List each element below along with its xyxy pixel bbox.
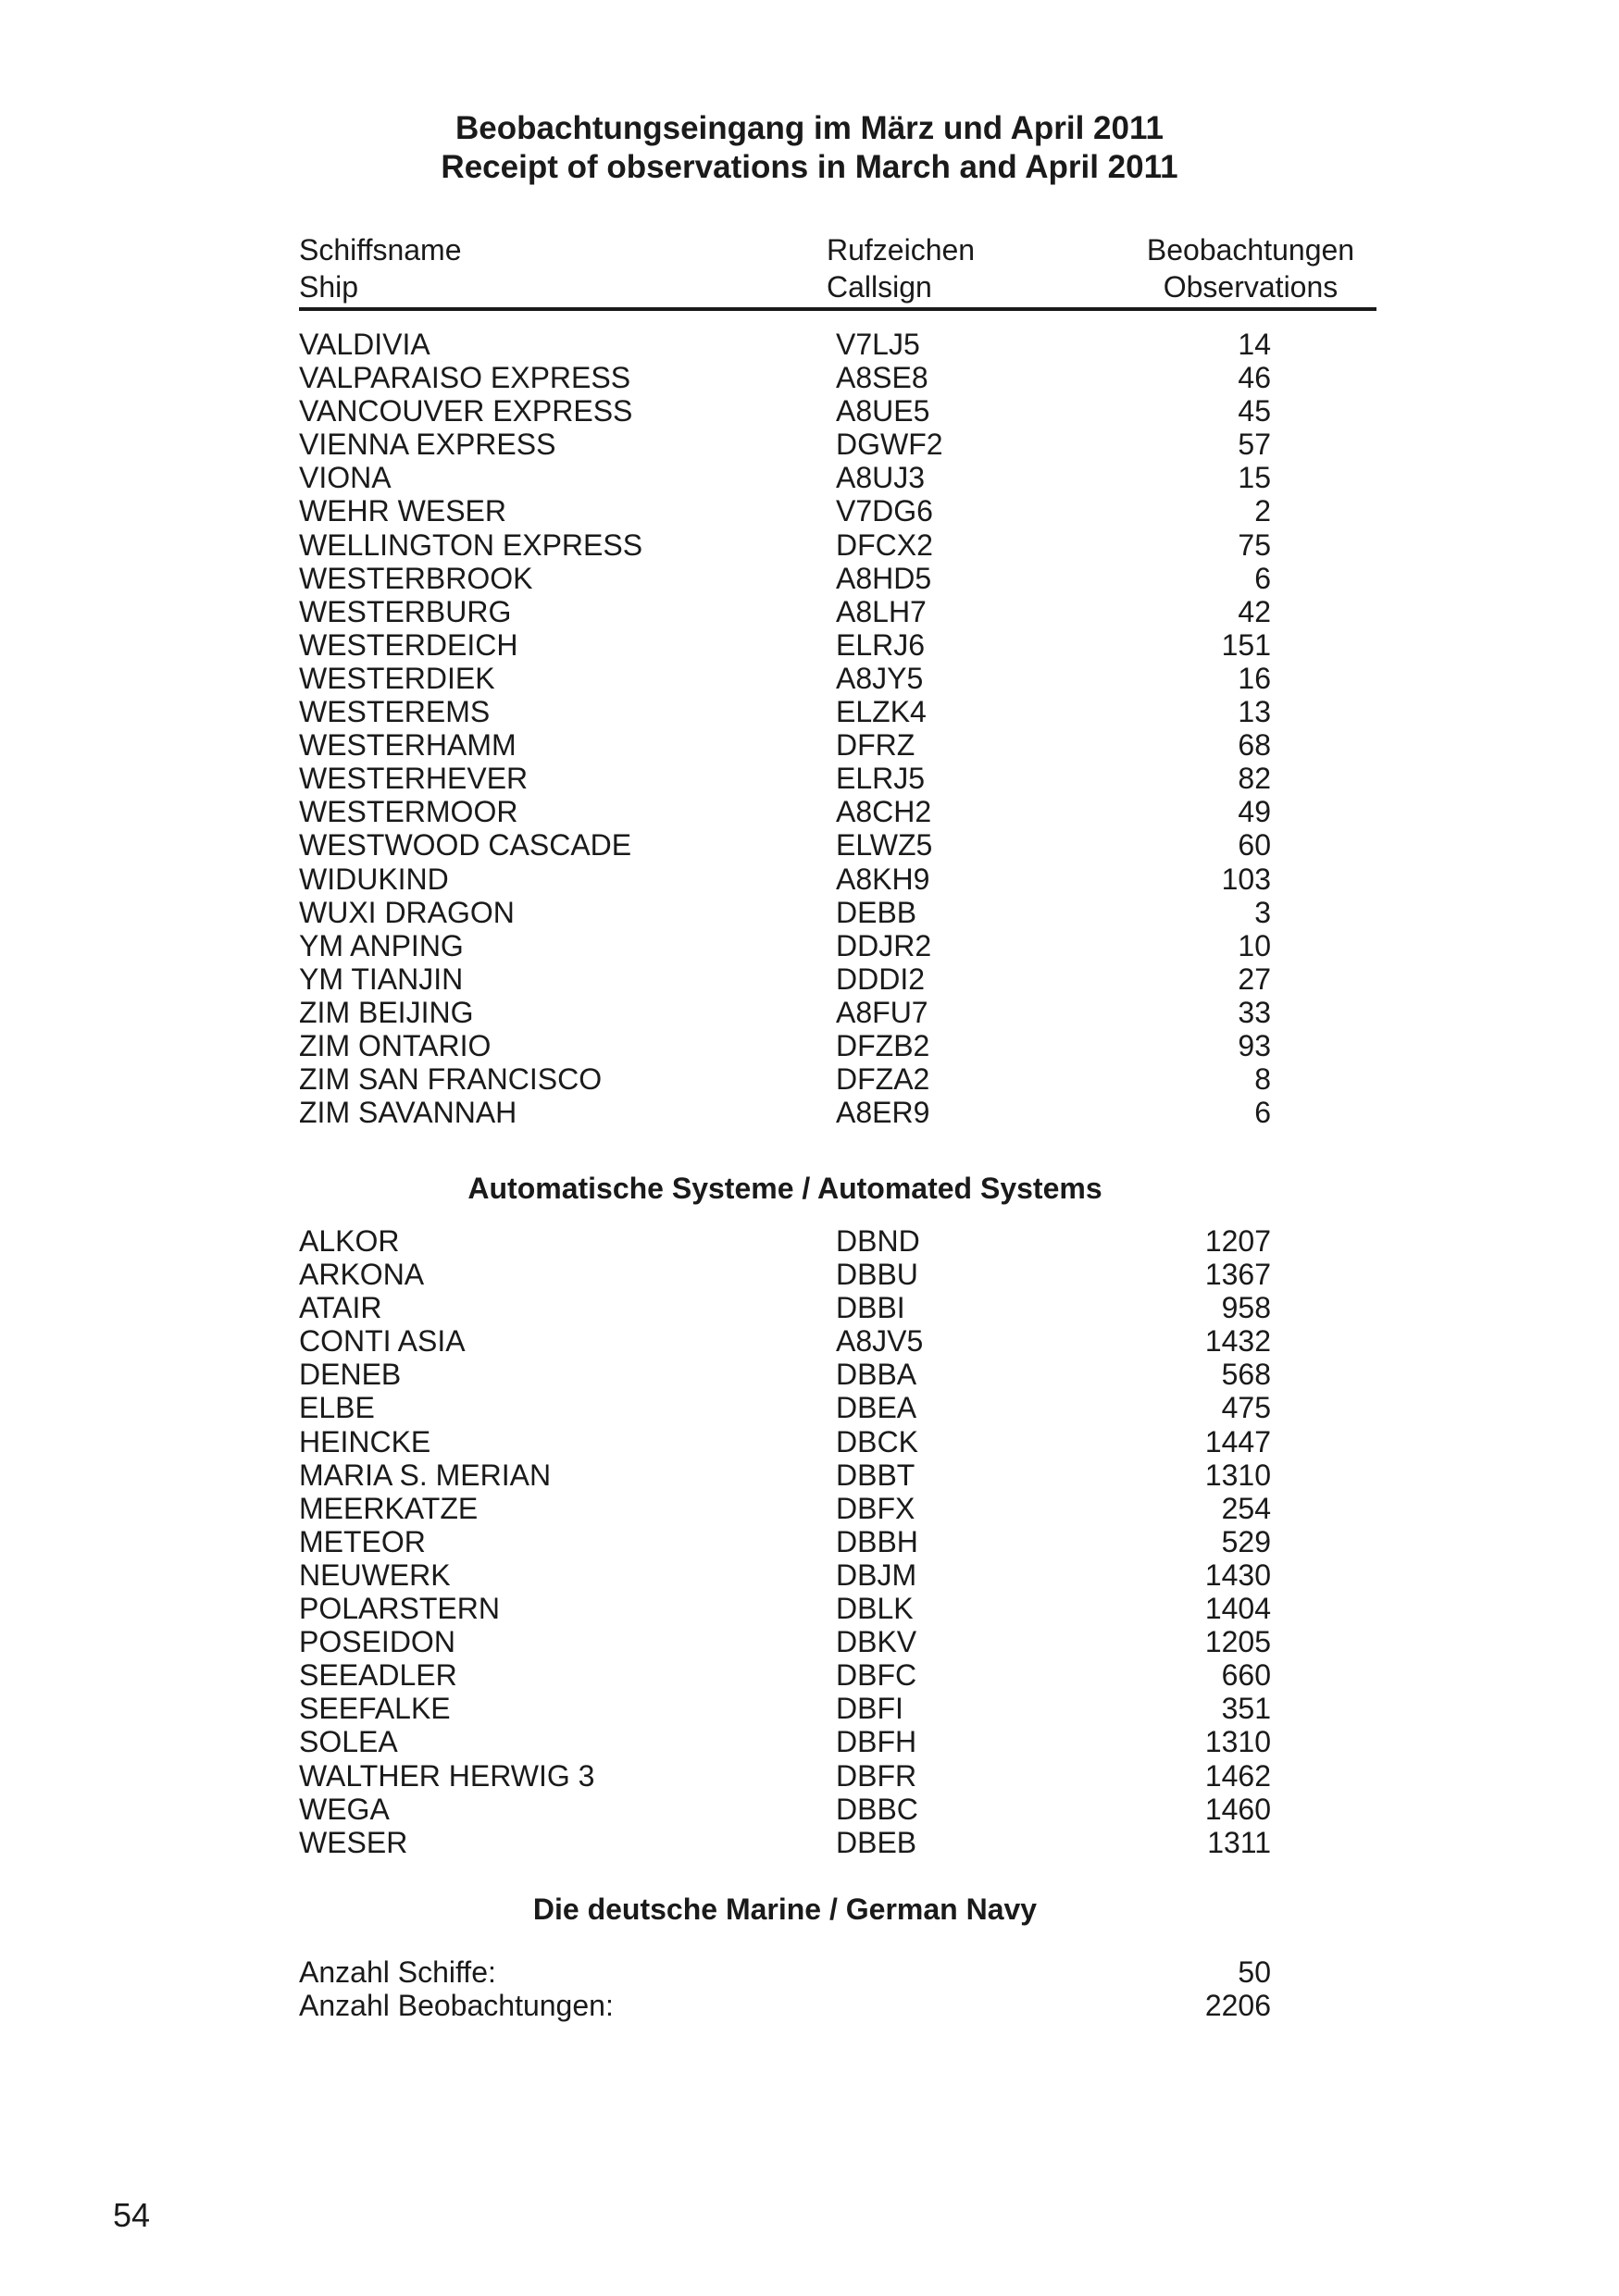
ship-name: ATAIR (299, 1291, 382, 1325)
page-number: 54 (113, 2196, 151, 2234)
observation-count: 68 (1238, 728, 1271, 763)
callsign: DBBT (836, 1458, 915, 1492)
callsign: DFCX2 (836, 527, 933, 562)
ship-name: ZIM SAN FRANCISCO (299, 1062, 603, 1097)
table-row (299, 1291, 1271, 1324)
navy-ships-count-row (299, 1955, 1271, 1989)
column-header-observations-en: Observations (1163, 270, 1339, 304)
callsign: A8JY5 (836, 661, 924, 695)
table-row (299, 1391, 1271, 1424)
callsign: DBJM (836, 1558, 917, 1592)
callsign: DDJR2 (836, 928, 932, 962)
ship-name: WESTERDEICH (299, 627, 518, 662)
observation-count: 82 (1238, 762, 1271, 796)
callsign: ELWZ5 (836, 828, 933, 863)
observation-count: 46 (1238, 361, 1271, 395)
table-row (299, 394, 1271, 428)
ship-name: VIONA (299, 461, 392, 495)
observation-count: 1311 (1207, 1825, 1271, 1859)
callsign: A8ER9 (836, 1096, 930, 1130)
observation-count: 1404 (1204, 1592, 1271, 1626)
ship-name: POSEIDON (299, 1625, 455, 1659)
observation-count: 1430 (1204, 1558, 1271, 1592)
callsign: DBBA (836, 1358, 917, 1392)
observation-count: 529 (1221, 1524, 1271, 1558)
table-row (299, 1558, 1271, 1592)
table-row (299, 528, 1271, 562)
observation-count: 1310 (1204, 1725, 1271, 1759)
table-row (299, 628, 1271, 662)
observation-count: 958 (1221, 1291, 1271, 1325)
ship-name: WIDUKIND (299, 862, 449, 896)
table-row (299, 762, 1271, 795)
observation-count: 93 (1238, 1028, 1271, 1062)
table-row (299, 896, 1271, 929)
observation-count: 1367 (1204, 1258, 1271, 1292)
callsign: DBFI (836, 1692, 903, 1726)
ship-name: ZIM SAVANNAH (299, 1096, 517, 1130)
observation-count: 1462 (1204, 1758, 1271, 1793)
callsign: DBCK (836, 1424, 918, 1458)
callsign: A8CH2 (836, 795, 932, 829)
ship-name: MARIA S. MERIAN (299, 1458, 552, 1492)
ship-name: HEINCKE (299, 1424, 431, 1458)
navy-observations-label: Anzahl Beobachtungen: (299, 1989, 614, 2023)
observation-count: 1205 (1204, 1625, 1271, 1659)
callsign: DBLK (836, 1592, 914, 1626)
callsign: DFZA2 (836, 1062, 930, 1097)
callsign: DBFC (836, 1658, 917, 1693)
ship-name: DENEB (299, 1358, 402, 1392)
callsign: DBBH (836, 1524, 918, 1558)
observation-count: 33 (1238, 995, 1271, 1029)
ship-name: WESTERMOOR (299, 795, 518, 829)
ship-name: WESTEREMS (299, 695, 491, 729)
ship-name: WEHR WESER (299, 494, 506, 528)
observation-count: 49 (1238, 795, 1271, 829)
ship-name: VALPARAISO EXPRESS (299, 361, 631, 395)
ship-name: WESTERHAMM (299, 728, 517, 763)
table-row (299, 1062, 1271, 1096)
table-row (299, 1425, 1271, 1458)
observation-count: 475 (1221, 1391, 1271, 1425)
observation-count: 45 (1238, 394, 1271, 428)
ship-name: VIENNA EXPRESS (299, 428, 556, 462)
observation-count: 8 (1254, 1062, 1271, 1097)
callsign: DBEB (836, 1825, 917, 1859)
observation-count: 2 (1254, 494, 1271, 528)
german-navy-heading: Die deutsche Marine / German Navy (532, 1893, 1038, 1926)
automated-systems-table (299, 1224, 1271, 1859)
observation-count: 42 (1238, 594, 1271, 628)
table-row (299, 1324, 1271, 1358)
table-row (299, 562, 1271, 595)
callsign: V7DG6 (836, 494, 933, 528)
callsign: DBBU (836, 1258, 918, 1292)
ship-name: CONTI ASIA (299, 1324, 466, 1359)
table-row (299, 1258, 1271, 1291)
ship-name: YM ANPING (299, 928, 464, 962)
table-row (299, 695, 1271, 728)
column-header-callsign-de: Rufzeichen (827, 233, 976, 267)
callsign: DBBC (836, 1792, 918, 1826)
callsign: DBKV (836, 1625, 917, 1659)
ship-name: WALTHER HERWIG 3 (299, 1758, 595, 1793)
automated-systems-heading: Automatische Systeme / Automated Systems (467, 1172, 1102, 1205)
observation-count: 254 (1221, 1491, 1271, 1525)
column-header-callsign-en: Callsign (827, 270, 932, 304)
observation-count: 10 (1238, 928, 1271, 962)
callsign: A8HD5 (836, 561, 932, 595)
ship-name: ZIM BEIJING (299, 995, 474, 1029)
observation-count: 75 (1238, 527, 1271, 562)
table-row (299, 1592, 1271, 1625)
table-row (299, 996, 1271, 1029)
table-row (299, 728, 1271, 762)
callsign: DBFR (836, 1758, 917, 1793)
observation-count: 1432 (1204, 1324, 1271, 1359)
callsign: DBFH (836, 1725, 917, 1759)
observation-count: 3 (1254, 895, 1271, 929)
table-row (299, 1826, 1271, 1859)
observation-count: 1447 (1204, 1424, 1271, 1458)
observation-count: 1207 (1204, 1224, 1271, 1258)
observation-count: 6 (1254, 1096, 1271, 1130)
ship-name: WELLINGTON EXPRESS (299, 527, 643, 562)
ship-name: SOLEA (299, 1725, 398, 1759)
table-row (299, 1625, 1271, 1658)
table-row (299, 1692, 1271, 1725)
callsign: A8JV5 (836, 1324, 924, 1359)
callsign: ELZK4 (836, 695, 927, 729)
callsign: DGWF2 (836, 428, 943, 462)
ship-name: WEGA (299, 1792, 390, 1826)
callsign: A8SE8 (836, 361, 928, 395)
ship-name: ELBE (299, 1391, 375, 1425)
table-row (299, 461, 1271, 494)
navy-observations-count-row (299, 1989, 1271, 2022)
callsign: A8UJ3 (836, 461, 926, 495)
table-row (299, 1725, 1271, 1758)
navy-summary (299, 1955, 1271, 2022)
table-row (299, 1458, 1271, 1492)
ship-name: ARKONA (299, 1258, 425, 1292)
observation-count: 6 (1254, 561, 1271, 595)
observation-count: 103 (1221, 862, 1271, 896)
table-row (299, 863, 1271, 896)
ship-name: WESER (299, 1825, 408, 1859)
observation-count: 1460 (1204, 1792, 1271, 1826)
table-row (299, 1658, 1271, 1692)
navy-observations-value: 2206 (1204, 1989, 1271, 2023)
ship-name: WESTERDIEK (299, 661, 495, 695)
ship-name: WESTERBROOK (299, 561, 533, 595)
callsign: DFZB2 (836, 1028, 930, 1062)
column-header-observations-de: Beobachtungen (1146, 233, 1355, 267)
ships-table (299, 328, 1271, 1129)
table-row (299, 962, 1271, 996)
table-row (299, 1096, 1271, 1129)
observation-count: 351 (1221, 1692, 1271, 1726)
callsign: DBND (836, 1224, 920, 1258)
table-row (299, 1759, 1271, 1793)
table-row (299, 1358, 1271, 1391)
observation-count: 27 (1238, 962, 1271, 996)
table-row (299, 795, 1271, 828)
observation-count: 1310 (1204, 1458, 1271, 1492)
table-row (299, 1525, 1271, 1558)
observation-count: 15 (1238, 461, 1271, 495)
observation-count: 660 (1221, 1658, 1271, 1693)
observation-count: 57 (1238, 428, 1271, 462)
table-row (299, 494, 1271, 527)
ship-name: METEOR (299, 1524, 426, 1558)
ship-name: VANCOUVER EXPRESS (299, 394, 633, 428)
header-divider (299, 307, 1376, 311)
ship-name: WESTERHEVER (299, 762, 529, 796)
ship-name: SEEFALKE (299, 1692, 451, 1726)
page-title-english: Receipt of observations in March and April 2011 (441, 149, 1178, 185)
table-row (299, 328, 1271, 361)
column-header-ship-de: Schiffsname (299, 233, 462, 267)
ship-name: SEEADLER (299, 1658, 457, 1693)
callsign: DFRZ (836, 728, 915, 763)
table-row (299, 595, 1271, 628)
observation-count: 60 (1238, 828, 1271, 863)
table-row (299, 1224, 1271, 1258)
table-row (299, 428, 1271, 461)
callsign: DBFX (836, 1491, 915, 1525)
callsign: DBEA (836, 1391, 917, 1425)
navy-ships-value: 50 (1238, 1955, 1271, 1989)
observation-count: 13 (1238, 695, 1271, 729)
column-header-ship-en: Ship (299, 270, 359, 304)
table-row (299, 662, 1271, 695)
callsign: ELRJ6 (836, 627, 926, 662)
ship-name: POLARSTERN (299, 1592, 500, 1626)
table-row (299, 361, 1271, 394)
observation-count: 16 (1238, 661, 1271, 695)
callsign: A8FU7 (836, 995, 928, 1029)
table-row (299, 1492, 1271, 1525)
table-row (299, 929, 1271, 962)
ship-name: WESTERBURG (299, 594, 512, 628)
table-row (299, 1029, 1271, 1062)
ship-name: ZIM ONTARIO (299, 1028, 492, 1062)
ship-name: WESTWOOD CASCADE (299, 828, 632, 863)
ship-name: WUXI DRAGON (299, 895, 515, 929)
page-title-german: Beobachtungseingang im März und April 2011 (455, 110, 1164, 146)
observation-count: 151 (1221, 627, 1271, 662)
callsign: A8KH9 (836, 862, 930, 896)
callsign: DDDI2 (836, 962, 926, 996)
table-row (299, 828, 1271, 862)
callsign: ELRJ5 (836, 762, 926, 796)
ship-name: NEUWERK (299, 1558, 451, 1592)
ship-name: ALKOR (299, 1224, 400, 1258)
navy-ships-label: Anzahl Schiffe: (299, 1955, 496, 1989)
ship-name: MEERKATZE (299, 1491, 479, 1525)
ship-name: YM TIANJIN (299, 962, 464, 996)
callsign: DBBI (836, 1291, 905, 1325)
ship-name: VALDIVIA (299, 328, 430, 361)
callsign: DEBB (836, 895, 917, 929)
callsign: V7LJ5 (836, 328, 920, 361)
observation-count: 568 (1221, 1358, 1271, 1392)
callsign: A8LH7 (836, 594, 927, 628)
table-row (299, 1793, 1271, 1826)
callsign: A8UE5 (836, 394, 930, 428)
observation-count: 14 (1238, 328, 1271, 361)
